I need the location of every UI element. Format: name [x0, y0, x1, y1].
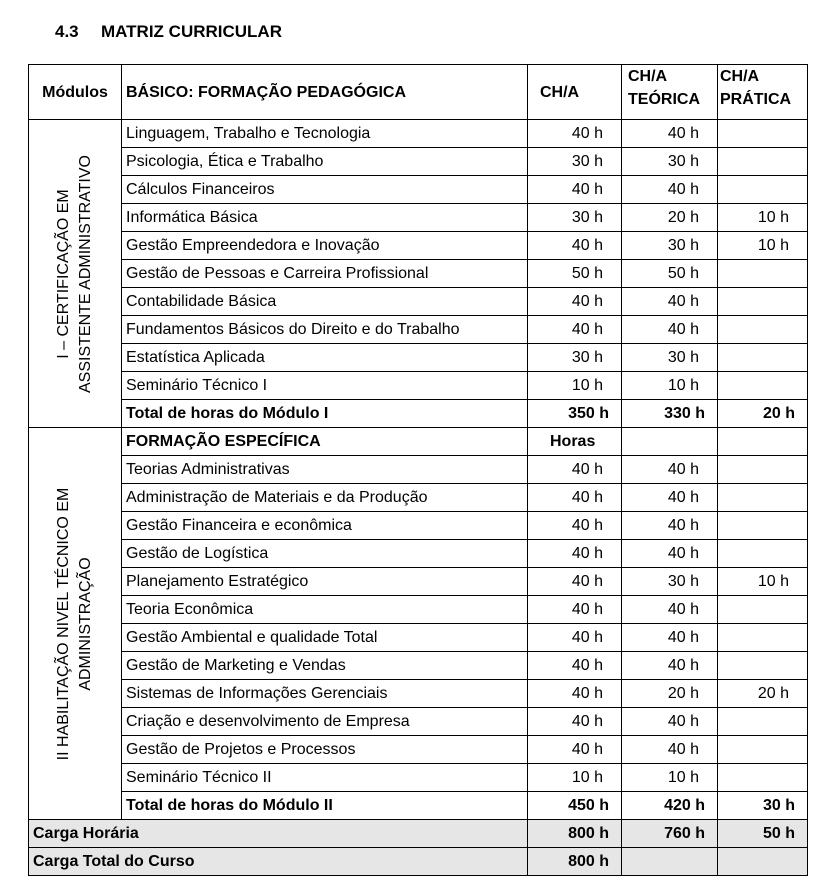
carga-horaria-ch-a: 800 h: [528, 820, 622, 848]
table-row: [29, 288, 808, 316]
course-ch-pratica: 10 h: [718, 204, 808, 232]
course-name: Gestão de Logística: [122, 540, 528, 568]
course-name: Gestão Empreendedora e Inovação: [122, 232, 528, 260]
course-ch-pratica: [718, 512, 808, 540]
module-2-cell-label-line1: II HABILITAÇÃO NIVEL TÉCNICO EM: [55, 487, 72, 760]
table-row: [29, 596, 808, 624]
course-ch-pratica: [718, 764, 808, 792]
course-ch-teorica: 40 h: [622, 736, 718, 764]
course-ch-a: 40 h: [528, 596, 622, 624]
course-ch-pratica: [718, 316, 808, 344]
course-ch-a: 30 h: [528, 344, 622, 372]
empty-cell: [718, 848, 808, 876]
section-title: MATRIZ CURRICULAR: [101, 22, 282, 41]
course-ch-a: 40 h: [528, 568, 622, 596]
course-name: Gestão de Marketing e Vendas: [122, 652, 528, 680]
course-name: Sistemas de Informações Gerenciais: [122, 680, 528, 708]
header-ch-teorica-line2: TEÓRICA: [628, 91, 700, 108]
table-row: [29, 512, 808, 540]
course-ch-pratica: [718, 596, 808, 624]
empty-cell: [718, 428, 808, 456]
course-ch-a: 40 h: [528, 540, 622, 568]
course-ch-teorica: 40 h: [622, 596, 718, 624]
course-ch-teorica: 40 h: [622, 540, 718, 568]
course-ch-pratica: [718, 652, 808, 680]
course-name: Teoria Econômica: [122, 596, 528, 624]
total-ch-teorica: 330 h: [622, 400, 718, 428]
carga-horaria-label: Carga Horária: [29, 820, 528, 848]
module-1-total-row: [29, 400, 808, 428]
course-ch-teorica: 50 h: [622, 260, 718, 288]
course-ch-pratica: [718, 288, 808, 316]
course-ch-teorica: 30 h: [622, 568, 718, 596]
course-ch-pratica: [718, 736, 808, 764]
carga-horaria-ch-pratica: 50 h: [718, 820, 808, 848]
subheader-horas: Horas: [528, 428, 622, 456]
total-ch-pratica: 20 h: [718, 400, 808, 428]
course-name: Estatística Aplicada: [122, 344, 528, 372]
course-ch-pratica: [718, 176, 808, 204]
carga-total-row: [29, 848, 808, 876]
total-label: Total de horas do Módulo II: [122, 792, 528, 820]
course-ch-teorica: 40 h: [622, 316, 718, 344]
course-ch-pratica: [718, 120, 808, 148]
table-row: [29, 232, 808, 260]
course-ch-teorica: 30 h: [622, 148, 718, 176]
course-name: Contabilidade Básica: [122, 288, 528, 316]
course-name: Planejamento Estratégico: [122, 568, 528, 596]
table-row: [29, 540, 808, 568]
module-2-cell-label-line2: ADMINISTRAÇÃO: [77, 556, 94, 691]
module-2-cell-label: [53, 487, 97, 760]
table-row: [29, 456, 808, 484]
module-2-total-row: [29, 792, 808, 820]
course-ch-teorica: 40 h: [622, 288, 718, 316]
table-row: [29, 148, 808, 176]
table-row: [29, 736, 808, 764]
total-ch-a: 350 h: [528, 400, 622, 428]
course-ch-pratica: [718, 148, 808, 176]
header-ch-pratica-line1: CH/A: [720, 68, 760, 85]
course-name: Gestão de Projetos e Processos: [122, 736, 528, 764]
course-ch-teorica: 20 h: [622, 204, 718, 232]
module-2-subheader-row: [29, 428, 808, 456]
table-row: [29, 708, 808, 736]
course-ch-a: 10 h: [528, 372, 622, 400]
course-ch-a: 40 h: [528, 176, 622, 204]
course-ch-teorica: 20 h: [622, 680, 718, 708]
empty-cell: [622, 428, 718, 456]
total-ch-pratica: 30 h: [718, 792, 808, 820]
course-ch-pratica: [718, 260, 808, 288]
course-ch-teorica: 40 h: [622, 652, 718, 680]
section-heading: [55, 22, 282, 42]
course-name: Psicologia, Ética e Trabalho: [122, 148, 528, 176]
course-ch-pratica: 20 h: [718, 680, 808, 708]
course-name: Administração de Materiais e da Produção: [122, 484, 528, 512]
course-ch-a: 40 h: [528, 456, 622, 484]
course-ch-a: 40 h: [528, 232, 622, 260]
course-ch-a: 50 h: [528, 260, 622, 288]
course-name: Fundamentos Básicos do Direito e do Trabalho: [122, 316, 528, 344]
table-row: [29, 568, 808, 596]
table-row: [29, 260, 808, 288]
header-cha: CH/A: [528, 65, 622, 120]
course-ch-teorica: 40 h: [622, 120, 718, 148]
course-name: Gestão de Pessoas e Carreira Profissional: [122, 260, 528, 288]
course-ch-teorica: 40 h: [622, 176, 718, 204]
carga-horaria-row: [29, 820, 808, 848]
table-row: [29, 764, 808, 792]
total-label: Total de horas do Módulo I: [122, 400, 528, 428]
carga-total-label: Carga Total do Curso: [29, 848, 528, 876]
course-ch-teorica: 40 h: [622, 624, 718, 652]
module-2-cell: [29, 428, 122, 820]
table-row: [29, 120, 808, 148]
header-ch-pratica: [718, 65, 808, 120]
course-ch-teorica: 40 h: [622, 456, 718, 484]
table-row: [29, 680, 808, 708]
course-ch-a: 40 h: [528, 512, 622, 540]
table-row: [29, 372, 808, 400]
course-name: Seminário Técnico I: [122, 372, 528, 400]
course-ch-a: 40 h: [528, 736, 622, 764]
course-ch-pratica: [718, 708, 808, 736]
course-ch-a: 30 h: [528, 204, 622, 232]
module-1-cell: [29, 120, 122, 428]
header-ch-pratica-line2: PRÁTICA: [720, 91, 792, 108]
course-name: Cálculos Financeiros: [122, 176, 528, 204]
course-ch-pratica: 10 h: [718, 568, 808, 596]
header-basico: BÁSICO: FORMAÇÃO PEDAGÓGICA: [122, 65, 528, 120]
course-ch-teorica: 10 h: [622, 764, 718, 792]
table-row: [29, 652, 808, 680]
table-row: [29, 624, 808, 652]
subheader-formacao-especifica: FORMAÇÃO ESPECÍFICA: [122, 428, 528, 456]
course-ch-a: 10 h: [528, 764, 622, 792]
total-ch-teorica: 420 h: [622, 792, 718, 820]
course-ch-pratica: [718, 344, 808, 372]
course-ch-a: 30 h: [528, 148, 622, 176]
course-ch-a: 40 h: [528, 708, 622, 736]
module-1-cell-label-line1: I – CERTIFICAÇÃO EM: [55, 188, 72, 359]
course-ch-a: 40 h: [528, 120, 622, 148]
empty-cell: [622, 848, 718, 876]
header-modulos: Módulos: [29, 65, 122, 120]
course-ch-teorica: 30 h: [622, 344, 718, 372]
table-row: [29, 344, 808, 372]
course-ch-teorica: 40 h: [622, 512, 718, 540]
header-ch-teorica-line1: CH/A: [628, 68, 668, 85]
course-ch-pratica: [718, 484, 808, 512]
curriculum-table: [28, 64, 808, 876]
course-ch-pratica: [718, 456, 808, 484]
course-ch-pratica: 10 h: [718, 232, 808, 260]
course-ch-a: 40 h: [528, 288, 622, 316]
module-1-cell-label-line2: ASSISTENTE ADMINISTRATIVO: [77, 154, 94, 393]
header-row: [29, 65, 808, 120]
course-name: Informática Básica: [122, 204, 528, 232]
course-ch-teorica: 30 h: [622, 232, 718, 260]
course-name: Linguagem, Trabalho e Tecnologia: [122, 120, 528, 148]
course-ch-a: 40 h: [528, 652, 622, 680]
section-number: 4.3: [55, 22, 79, 41]
course-ch-a: 40 h: [528, 680, 622, 708]
course-ch-pratica: [718, 624, 808, 652]
course-ch-teorica: 40 h: [622, 708, 718, 736]
carga-horaria-ch-teorica: 760 h: [622, 820, 718, 848]
carga-total-ch-a: 800 h: [528, 848, 622, 876]
course-ch-teorica: 10 h: [622, 372, 718, 400]
table-row: [29, 484, 808, 512]
curriculum-table-body: [29, 65, 808, 876]
course-name: Gestão Ambiental e qualidade Total: [122, 624, 528, 652]
course-name: Criação e desenvolvimento de Empresa: [122, 708, 528, 736]
course-ch-a: 40 h: [528, 316, 622, 344]
course-ch-teorica: 40 h: [622, 484, 718, 512]
total-ch-a: 450 h: [528, 792, 622, 820]
header-ch-teorica: [622, 65, 718, 120]
course-name: Teorias Administrativas: [122, 456, 528, 484]
table-row: [29, 316, 808, 344]
table-row: [29, 204, 808, 232]
course-ch-a: 40 h: [528, 624, 622, 652]
module-1-cell-label: [53, 155, 97, 393]
course-ch-a: 40 h: [528, 484, 622, 512]
table-row: [29, 176, 808, 204]
course-ch-pratica: [718, 540, 808, 568]
course-name: Gestão Financeira e econômica: [122, 512, 528, 540]
course-name: Seminário Técnico II: [122, 764, 528, 792]
course-ch-pratica: [718, 372, 808, 400]
